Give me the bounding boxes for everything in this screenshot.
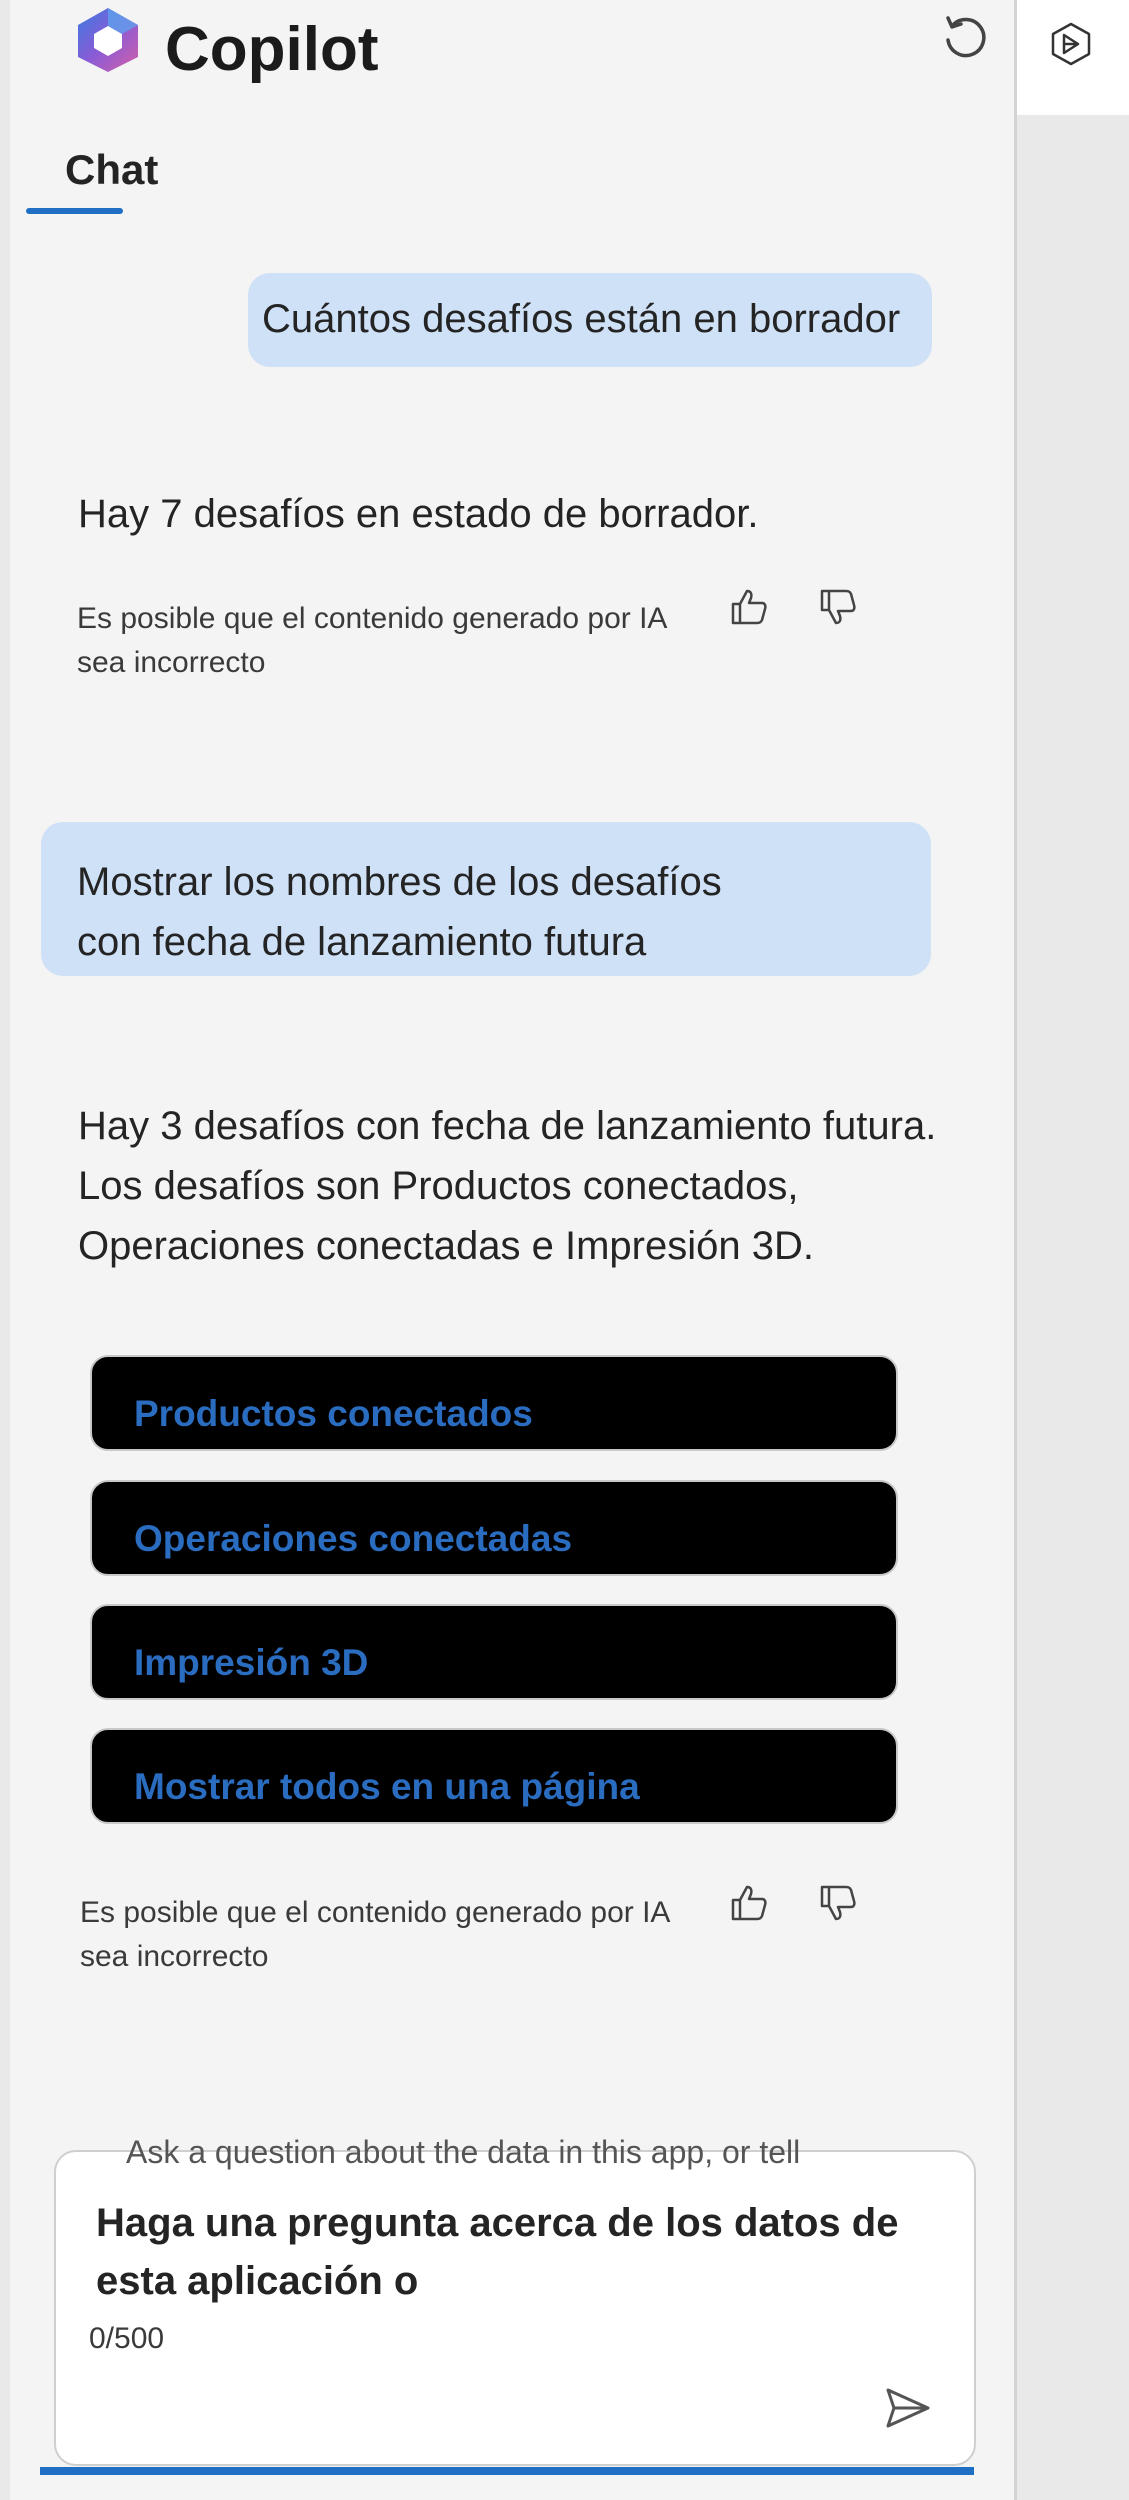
input-text[interactable]: Haga una pregunta acerca de los datos de esta aplicación o [96,2201,899,2303]
ai-disclaimer: Es posible que el contenido generado por IA sea incorrecto [77,602,666,679]
copilot-panel [10,0,1017,2500]
thumbs-up-icon[interactable] [727,585,771,629]
input-placeholder: Ask a question about the data in this app, or tell [126,2134,801,2170]
choice-button[interactable] [90,1355,898,1451]
show-all-button[interactable] [90,1728,898,1824]
tab-active-indicator [26,208,123,214]
choice-label: Mostrar todos en una página [134,1766,640,1807]
thumbs-up-icon[interactable] [727,1881,771,1925]
user-message-text: Cuántos desafíos están en borrador [262,297,901,341]
choice-label: Operaciones conectadas [134,1518,573,1559]
choice-button[interactable] [90,1604,898,1700]
copilot-icon[interactable] [1047,20,1095,68]
user-message [41,822,931,976]
choice-label: Impresión 3D [134,1642,369,1683]
send-icon[interactable] [882,2382,934,2434]
user-message-text: Mostrar los nombres de los desafíos con fecha de lanzamiento futura [77,860,722,964]
tab-chat[interactable]: Chat [65,146,159,193]
app-title: Copilot [165,15,379,84]
choice-button[interactable] [90,1480,898,1576]
thumbs-down-icon[interactable] [816,585,860,629]
assistant-message-text: Hay 3 desafíos con fecha de lanzamiento futura. Los desafíos son Productos conectados, Operaciones conectadas e Impresión 3D. [78,1104,937,1268]
copilot-logo-icon [72,6,144,74]
user-message [248,273,932,367]
chat-input[interactable] [54,2134,976,2466]
assistant-message-text: Hay 7 desafíos en estado de borrador. [78,492,759,536]
ai-disclaimer: Es posible que el contenido generado por IA sea incorrecto [80,1896,669,1973]
right-sidebar [1017,0,1129,115]
thumbs-down-icon[interactable] [816,1881,860,1925]
input-focus-underline [40,2467,974,2475]
character-count: 0/500 [89,2322,165,2355]
refresh-icon[interactable] [940,12,992,64]
choice-label: Productos conectados [134,1393,533,1434]
